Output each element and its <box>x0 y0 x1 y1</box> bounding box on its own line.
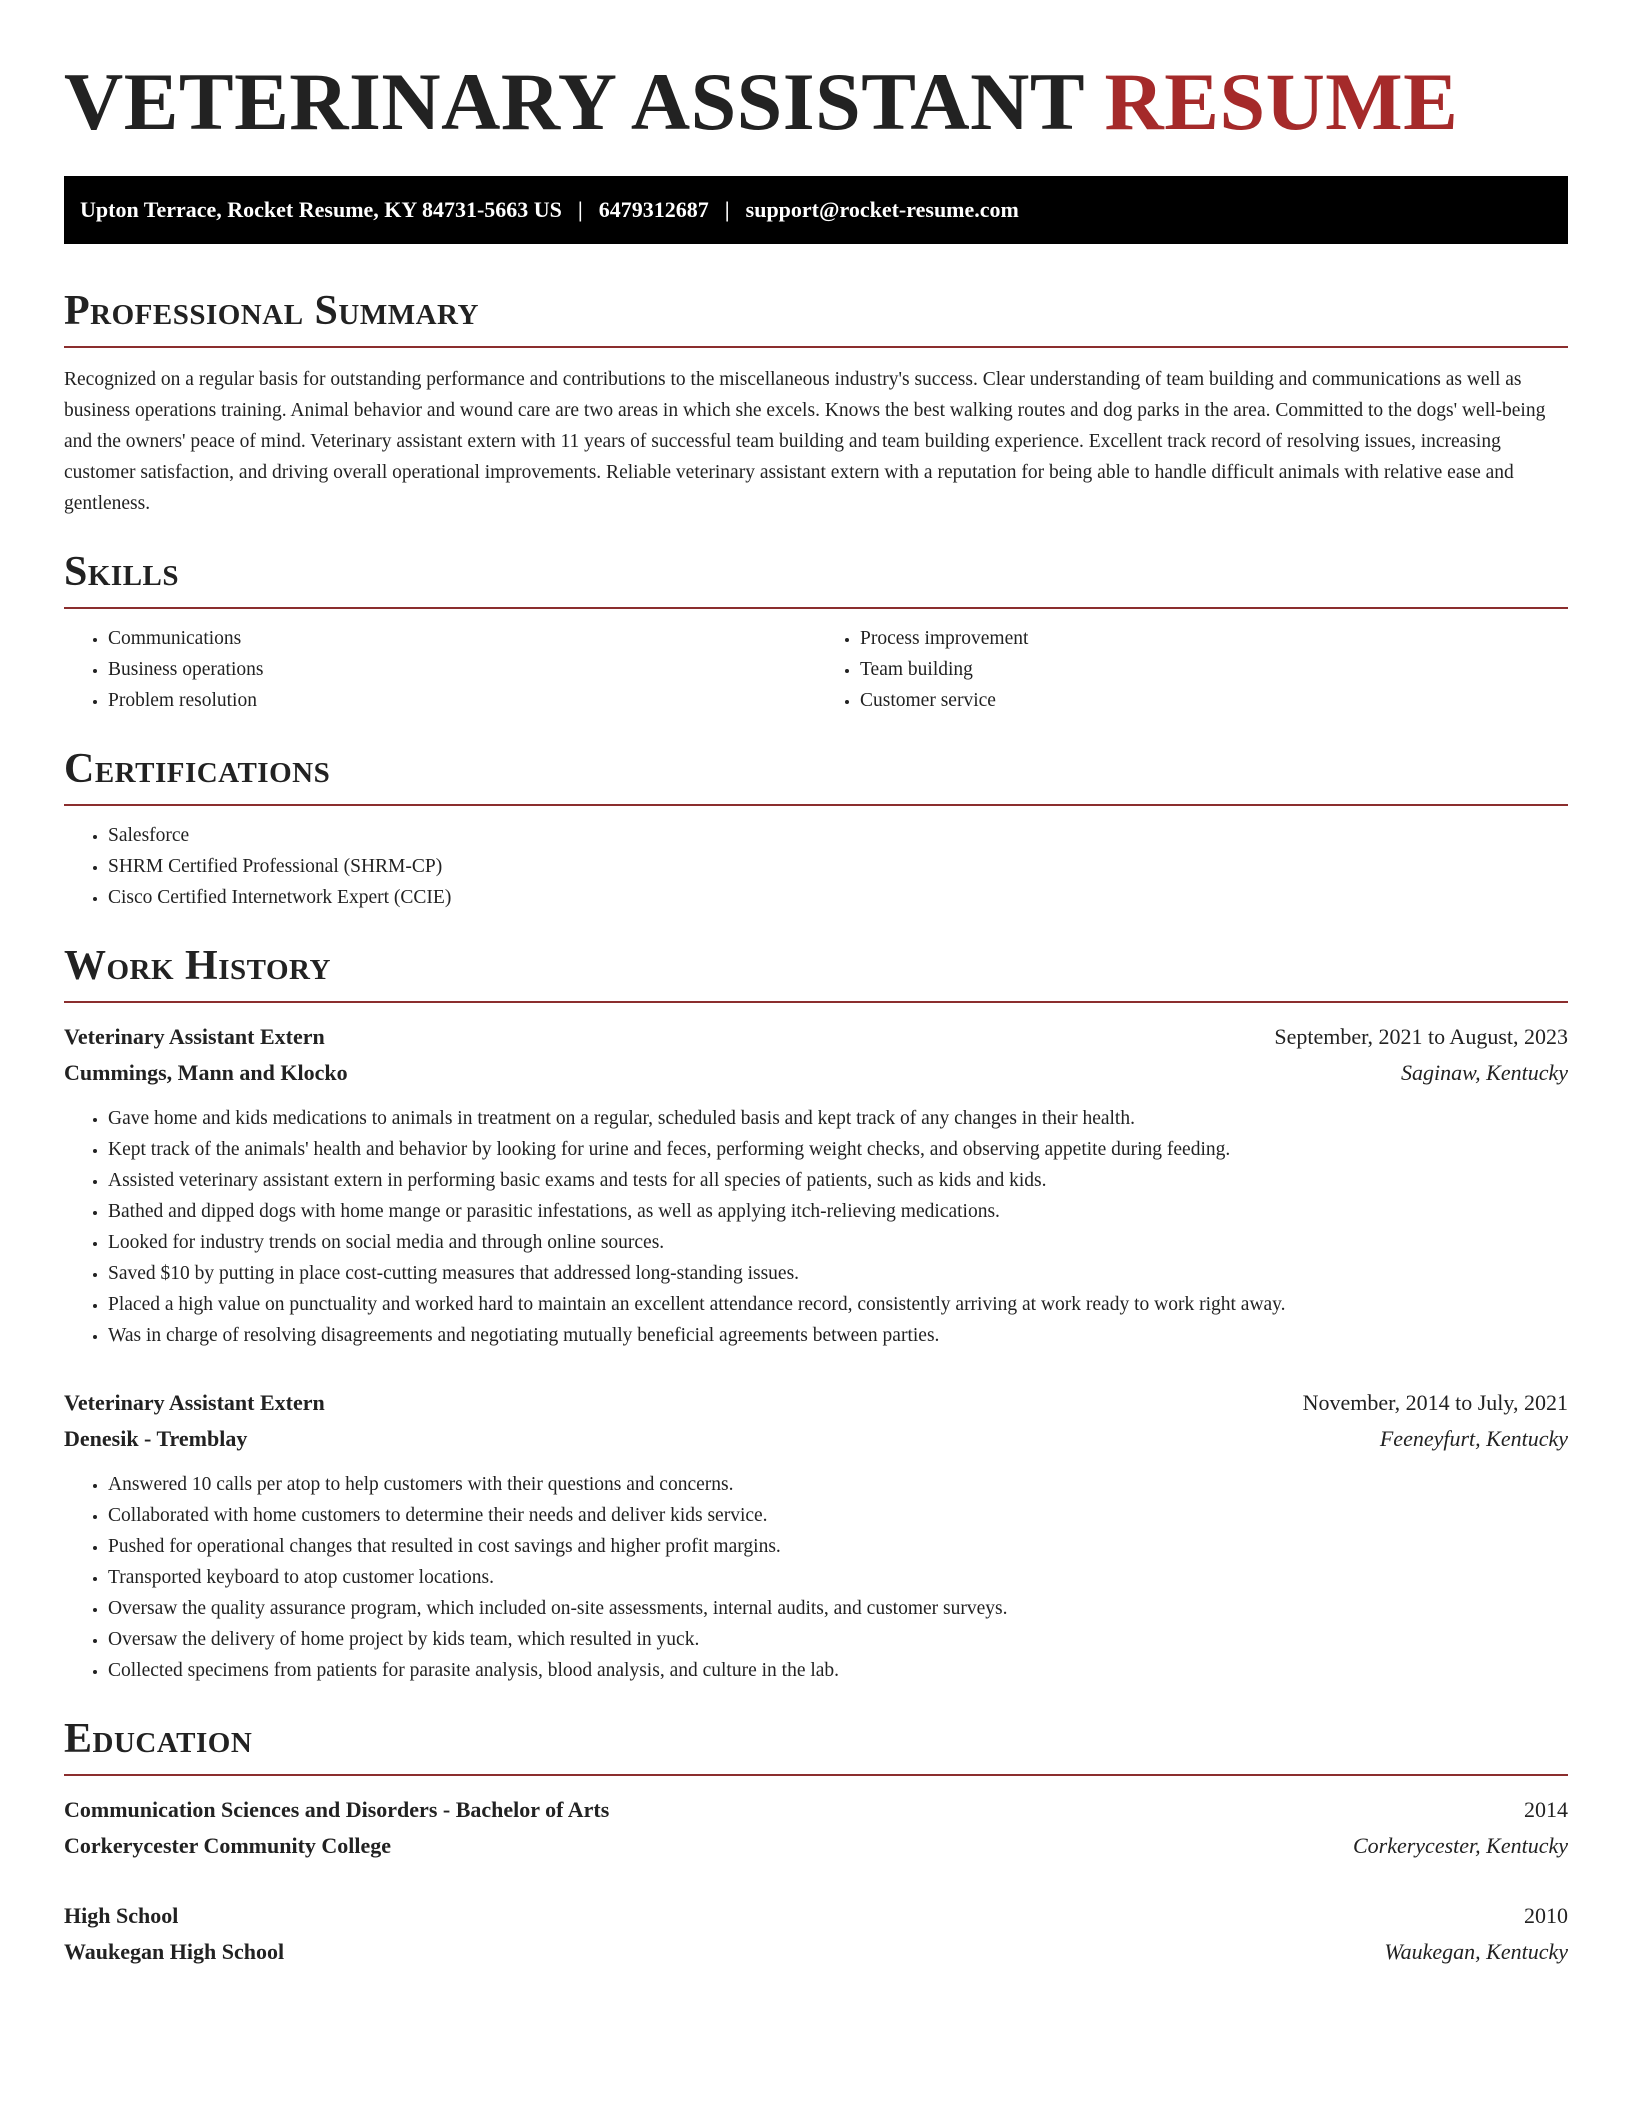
job-dates: September, 2021 to August, 2023 <box>1274 1024 1568 1049</box>
education-degree-row <box>64 1792 1568 1828</box>
summary-text: Recognized on a regular basis for outstanding performance and contributions to the miscellaneous industry's success. Clear understanding of team building and communications as well as business operations training. Animal behavior and wound care are two areas in which she excels. Knows the best walking routes and dog parks in the area. Committed to the dogs' well-being and the owners' peace of mind. Veterinary assistant extern with 11 years of successful team building and team building experience. Excellent track record of resolving issues, increasing customer satisfaction, and driving overall operational improvements. Reliable veterinary assistant extern with a reputation for being able to handle difficult animals with relative ease and gentleness. <box>64 369 1546 514</box>
education-school: Waukegan High School <box>64 1939 285 1964</box>
education-entry <box>64 1898 1568 1970</box>
section-heading-education: Education <box>64 1714 1568 1776</box>
title-accent: RESUME <box>1104 56 1459 147</box>
job-dates: November, 2014 to July, 2021 <box>1302 1390 1568 1415</box>
skill-item: • Customer service <box>860 685 1568 716</box>
skill-item: • Business operations <box>108 654 816 685</box>
certification-item: • SHRM Certified Professional (SHRM-CP) <box>108 851 1568 882</box>
contact-bar <box>64 176 1568 244</box>
contact-phone[interactable]: 6479312687 <box>598 197 709 222</box>
education-degree: High School <box>64 1903 179 1928</box>
education-school-row <box>64 1934 1568 1970</box>
section-heading-summary: Professional Summary <box>64 286 1568 348</box>
skill-item: • Problem resolution <box>108 685 816 716</box>
title-main: VETERINARY ASSISTANT <box>64 56 1105 147</box>
education-year: 2014 <box>1524 1797 1568 1822</box>
job-title: Veterinary Assistant Extern <box>64 1390 325 1415</box>
job-duty-item: • Placed a high value on punctuality and worked hard to maintain an excellent attendance record, consistently arriving at work ready to work right away. <box>108 1289 1568 1320</box>
skills-column-right <box>816 623 1568 716</box>
education-location: Waukegan, Kentucky <box>1384 1939 1568 1964</box>
job-duty-item: • Bathed and dipped dogs with home mange or parasitic infestations, as well as applying itch-relieving medications. <box>108 1196 1568 1227</box>
skills-column-left <box>64 623 816 716</box>
job-duty-item: • Transported keyboard to atop customer locations. <box>108 1562 1568 1593</box>
skill-item: • Communications <box>108 623 816 654</box>
job-duty-item: • Collected specimens from patients for parasite analysis, blood analysis, and culture in the lab. <box>108 1655 1568 1686</box>
job-duties-list <box>64 1103 1568 1351</box>
job-location: Saginaw, Kentucky <box>1401 1060 1568 1085</box>
skill-item: • Process improvement <box>860 623 1568 654</box>
job-duties-list <box>64 1469 1568 1686</box>
skill-item: • Team building <box>860 654 1568 685</box>
certifications-list <box>64 820 1568 913</box>
job-duty-item: • Looked for industry trends on social media and through online sources. <box>108 1227 1568 1258</box>
contact-separator: | <box>724 197 730 222</box>
contact-separator: | <box>577 197 583 222</box>
education-school-row <box>64 1828 1568 1864</box>
job-header-row <box>64 1019 1568 1055</box>
certification-item: • Cisco Certified Internetwork Expert (CCIE) <box>108 882 1568 913</box>
section-heading-skills: Skills <box>64 547 1568 609</box>
job-duty-item: • Oversaw the quality assurance program, which included on-site assessments, internal audits, and customer surveys. <box>108 1593 1568 1624</box>
section-heading-work-history: Work History <box>64 941 1568 1003</box>
job-duty-item: • Saved $10 by putting in place cost-cutting measures that addressed long-standing issues. <box>108 1258 1568 1289</box>
job-company-row <box>64 1055 1568 1091</box>
certification-item: • Salesforce <box>108 820 1568 851</box>
education-degree-row <box>64 1898 1568 1934</box>
job-duty-item: • Pushed for operational changes that resulted in cost savings and higher profit margins. <box>108 1531 1568 1562</box>
education-entry <box>64 1792 1568 1864</box>
contact-address: Upton Terrace, Rocket Resume, KY 84731-5663 US <box>80 197 562 222</box>
job-location: Feeneyfurt, Kentucky <box>1379 1426 1568 1451</box>
job-title: Veterinary Assistant Extern <box>64 1024 325 1049</box>
job-duty-item: • Kept track of the animals' health and behavior by looking for urine and feces, performing weight checks, and observing appetite during feeding. <box>108 1134 1568 1165</box>
skills-list <box>64 609 1568 716</box>
job-header-row <box>64 1385 1568 1421</box>
education-year: 2010 <box>1524 1903 1568 1928</box>
job-company-row <box>64 1421 1568 1457</box>
job-entry <box>64 1019 1568 1351</box>
job-duty-item: • Assisted veterinary assistant extern in performing basic exams and tests for all species of patients, such as kids and kids. <box>108 1165 1568 1196</box>
education-degree: Communication Sciences and Disorders - Bachelor of Arts <box>64 1797 610 1822</box>
education-school: Corkerycester Community College <box>64 1833 392 1858</box>
job-duty-item: • Gave home and kids medications to animals in treatment on a regular, scheduled basis and kept track of any changes in their health. <box>108 1103 1568 1134</box>
contact-email[interactable]: support@rocket-resume.com <box>745 197 1019 222</box>
job-company: Cummings, Mann and Klocko <box>64 1060 348 1085</box>
job-duty-item: • Collaborated with home customers to determine their needs and deliver kids service. <box>108 1500 1568 1531</box>
job-duty-item: • Was in charge of resolving disagreements and negotiating mutually beneficial agreements between parties. <box>108 1320 1568 1351</box>
section-heading-certifications: Certifications <box>64 744 1568 806</box>
job-duty-item: • Oversaw the delivery of home project by kids team, which resulted in yuck. <box>108 1624 1568 1655</box>
job-duty-item: • Answered 10 calls per atop to help customers with their questions and concerns. <box>108 1469 1568 1500</box>
job-company: Denesik - Tremblay <box>64 1426 248 1451</box>
resume-title <box>64 0 1568 150</box>
education-location: Corkerycester, Kentucky <box>1352 1833 1568 1858</box>
job-entry <box>64 1385 1568 1686</box>
